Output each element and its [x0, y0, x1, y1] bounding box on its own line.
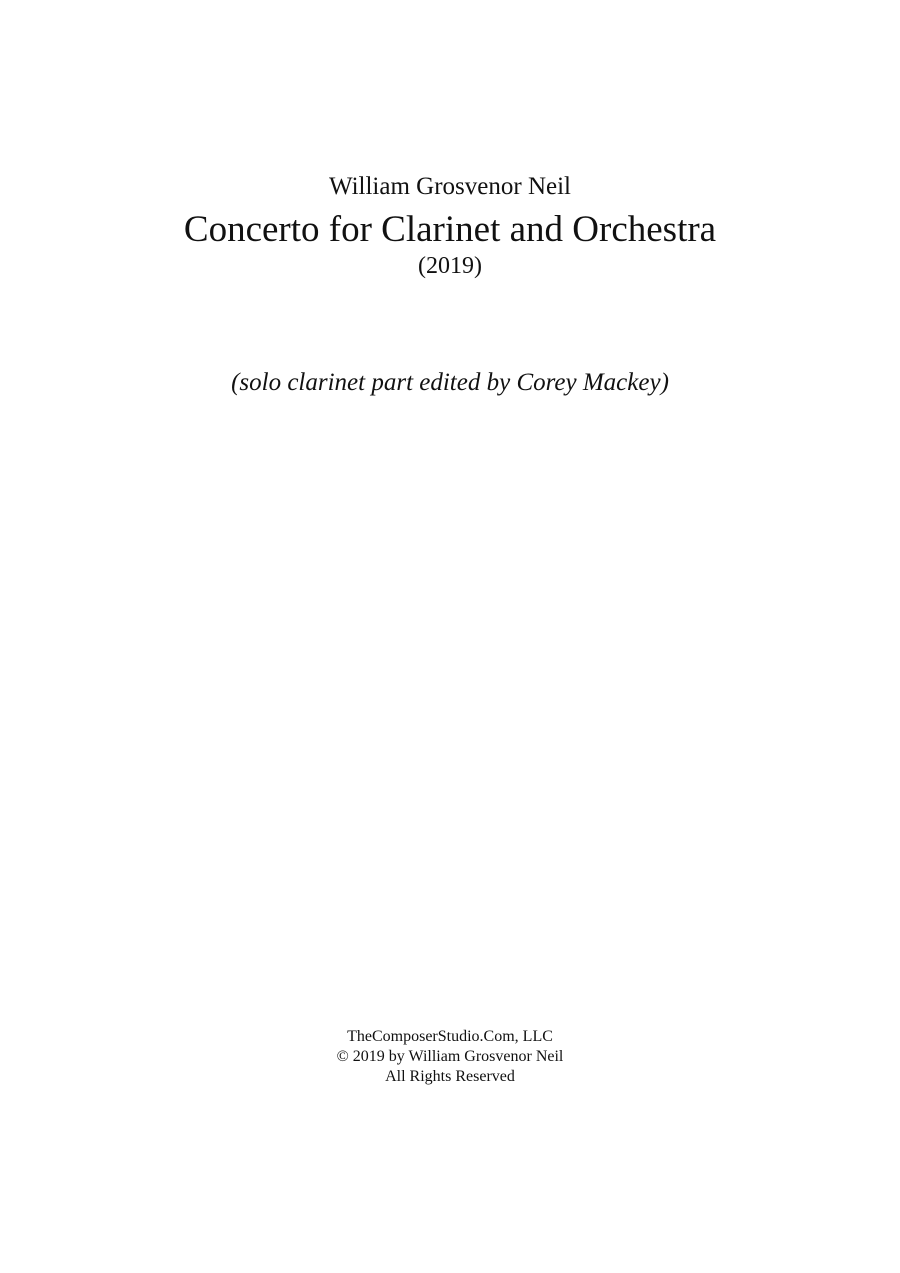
work-title: Concerto for Clarinet and Orchestra [183, 209, 717, 250]
composer-name: William Grosvenor Neil [329, 173, 571, 200]
copyright-line: © 2019 by William Grosvenor Neil [336, 1048, 564, 1065]
publisher-line: TheComposerStudio.Com, LLC [347, 1028, 553, 1045]
rights-line: All Rights Reserved [385, 1068, 515, 1085]
edition-note: (solo clarinet part edited by Corey Mackey) [231, 369, 669, 396]
composition-year: (2019) [418, 253, 482, 279]
